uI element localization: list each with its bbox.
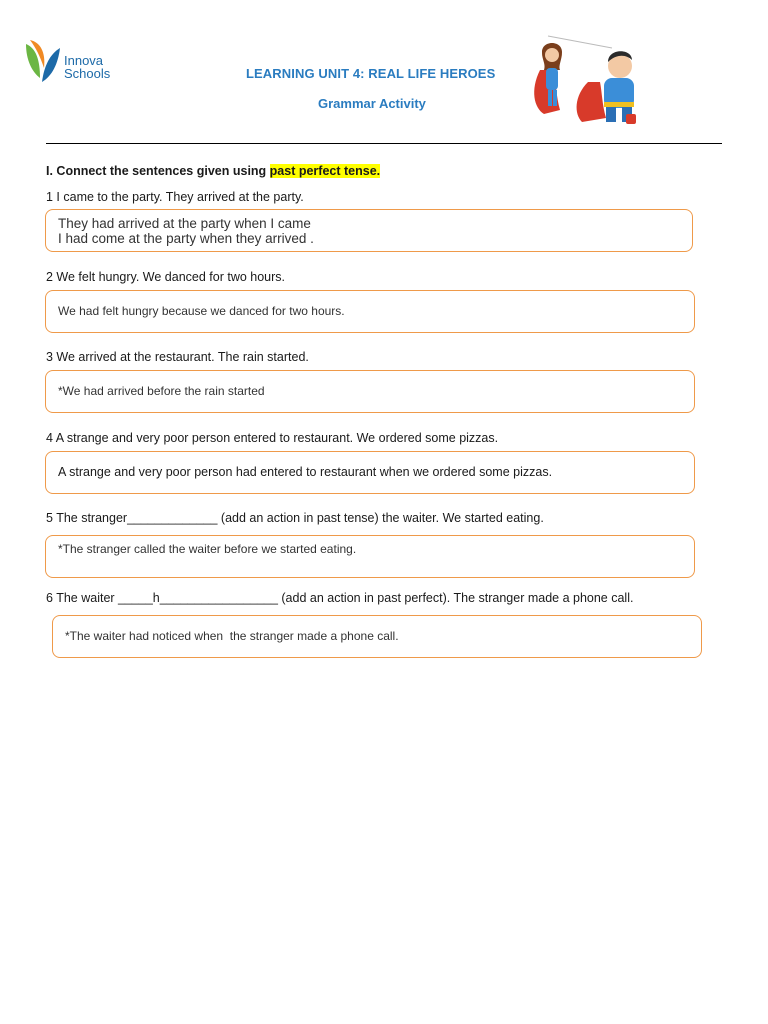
answer-1-line-1: They had arrived at the party when I came [58, 215, 311, 231]
answer-4-line-1: A strange and very poor person had entered to restaurant when we ordered some pizzas. [58, 465, 553, 479]
logo-line-2: Schools [64, 66, 111, 81]
activity-title: Grammar Activity [318, 96, 426, 111]
logo-line-1: Innova [64, 53, 104, 68]
innova-logo-icon [22, 38, 62, 84]
instruction-text: I. Connect the sentences given using [46, 164, 270, 178]
logo-text [64, 54, 110, 80]
superheroes-illustration-icon [530, 30, 648, 126]
question-3: 3 We arrived at the restaurant. The rain started. [46, 350, 309, 364]
answer-3-line-1: *We had arrived before the rain started [58, 384, 265, 398]
answer-2-line-1: We had felt hungry because we danced for two hours. [58, 304, 345, 318]
answer-box-3[interactable] [45, 370, 695, 413]
header-divider [46, 143, 722, 144]
question-5: 5 The stranger_____________ (add an action in past tense) the waiter. We started eating. [46, 511, 544, 525]
answer-5-line-1: *The stranger called the waiter before we started eating. [58, 542, 357, 556]
answer-box-5[interactable] [45, 535, 695, 578]
answer-1-line-2: I had come at the party when they arrived . [58, 230, 314, 246]
answer-box-4[interactable] [45, 451, 695, 494]
question-1: 1 I came to the party. They arrived at the party. [46, 190, 304, 204]
answer-box-6[interactable] [52, 615, 702, 658]
answer-6-line-1: *The waiter had noticed when the stranger made a phone call. [65, 629, 399, 643]
question-6: 6 The waiter _____h_________________ (add an action in past perfect). The stranger made a phone call. [46, 591, 634, 605]
answer-box-1[interactable] [45, 209, 693, 252]
instruction [46, 164, 380, 178]
answer-box-2[interactable] [45, 290, 695, 333]
question-2: 2 We felt hungry. We danced for two hours. [46, 270, 286, 284]
unit-title: LEARNING UNIT 4: REAL LIFE HEROES [246, 66, 496, 81]
instruction-highlight: past perfect tense. [269, 164, 381, 178]
question-4: 4 A strange and very poor person entered to restaurant. We ordered some pizzas. [46, 431, 499, 445]
